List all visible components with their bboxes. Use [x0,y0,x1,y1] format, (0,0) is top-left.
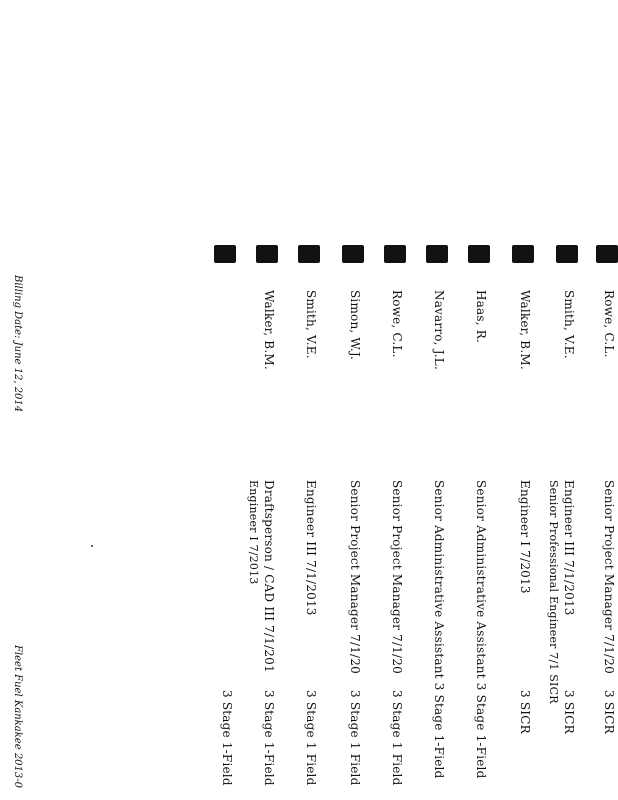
employee-name: Smith, V.E. [562,290,576,359]
employee-name: Smith, V.E. [304,290,318,359]
stage-code: 3 SICR [562,690,576,734]
footer-project: Fleet Fuel Kankakee 2013-0 [12,645,23,789]
job-subtitle: Engineer I 7/2013 [247,480,260,585]
billing-date: Billing Date: June 12, 2014 [12,275,23,413]
employee-name: Simon, W.J. [348,290,362,360]
employee-name: Rowe, C.L. [390,290,404,358]
row-marker [556,245,578,263]
employee-name: Walker, B.M. [518,290,532,370]
row-marker [426,245,448,263]
stage-code: 3 Stage 1 Field [390,690,404,786]
stage-code: 3 Stage 1 Field [304,690,318,786]
job-title: Senior Project Manager 7/1/20 [390,480,404,674]
employee-name: Walker, B.M. [262,290,276,370]
row-marker [468,245,490,263]
job-subtitle: Senior Professional Engineer 7/1 SICR [547,480,560,704]
job-title: Senior Project Manager 7/1/20 [348,480,362,674]
table-row [547,0,578,800]
table-row [510,0,534,800]
job-title: Draftsperson / CAD III 7/1/201 [262,480,276,673]
employee-name: Navarro, J.L. [432,290,446,370]
stage-code: 3 Stage 1-Field [220,690,234,786]
stage-code: 3 SICR [602,690,616,734]
job-title: Senior Administrative Assistant 3 Stage 1-Field [474,480,488,779]
row-marker [256,245,278,263]
row-marker [214,245,236,263]
row-marker [298,245,320,263]
row-marker [596,245,618,263]
table-row [382,0,406,800]
table-row [247,0,278,800]
row-marker [384,245,406,263]
job-title: Engineer III 7/1/2013 [562,480,576,616]
row-marker [342,245,364,263]
job-title: Engineer I 7/2013 [518,480,532,594]
table-row [296,0,320,800]
job-title: Engineer III 7/1/2013 [304,480,318,616]
table-row [424,0,448,800]
table-row [466,0,490,800]
stage-code: 3 Stage 1-Field [262,690,276,786]
job-title: Senior Administrative Assistant 3 Stage 1-Field [432,480,446,779]
employee-name: Haas, R. [474,290,488,344]
table-row [594,0,618,800]
table-row [340,0,364,800]
stage-code: 3 SICR [518,690,532,734]
stage-code: 3 Stage 1 Field [348,690,362,786]
table-row [212,0,236,800]
employee-name: Rowe, C.L. [602,290,616,358]
job-title: Senior Project Manager 7/1/20 [602,480,616,674]
speck [91,545,93,547]
row-marker [512,245,534,263]
